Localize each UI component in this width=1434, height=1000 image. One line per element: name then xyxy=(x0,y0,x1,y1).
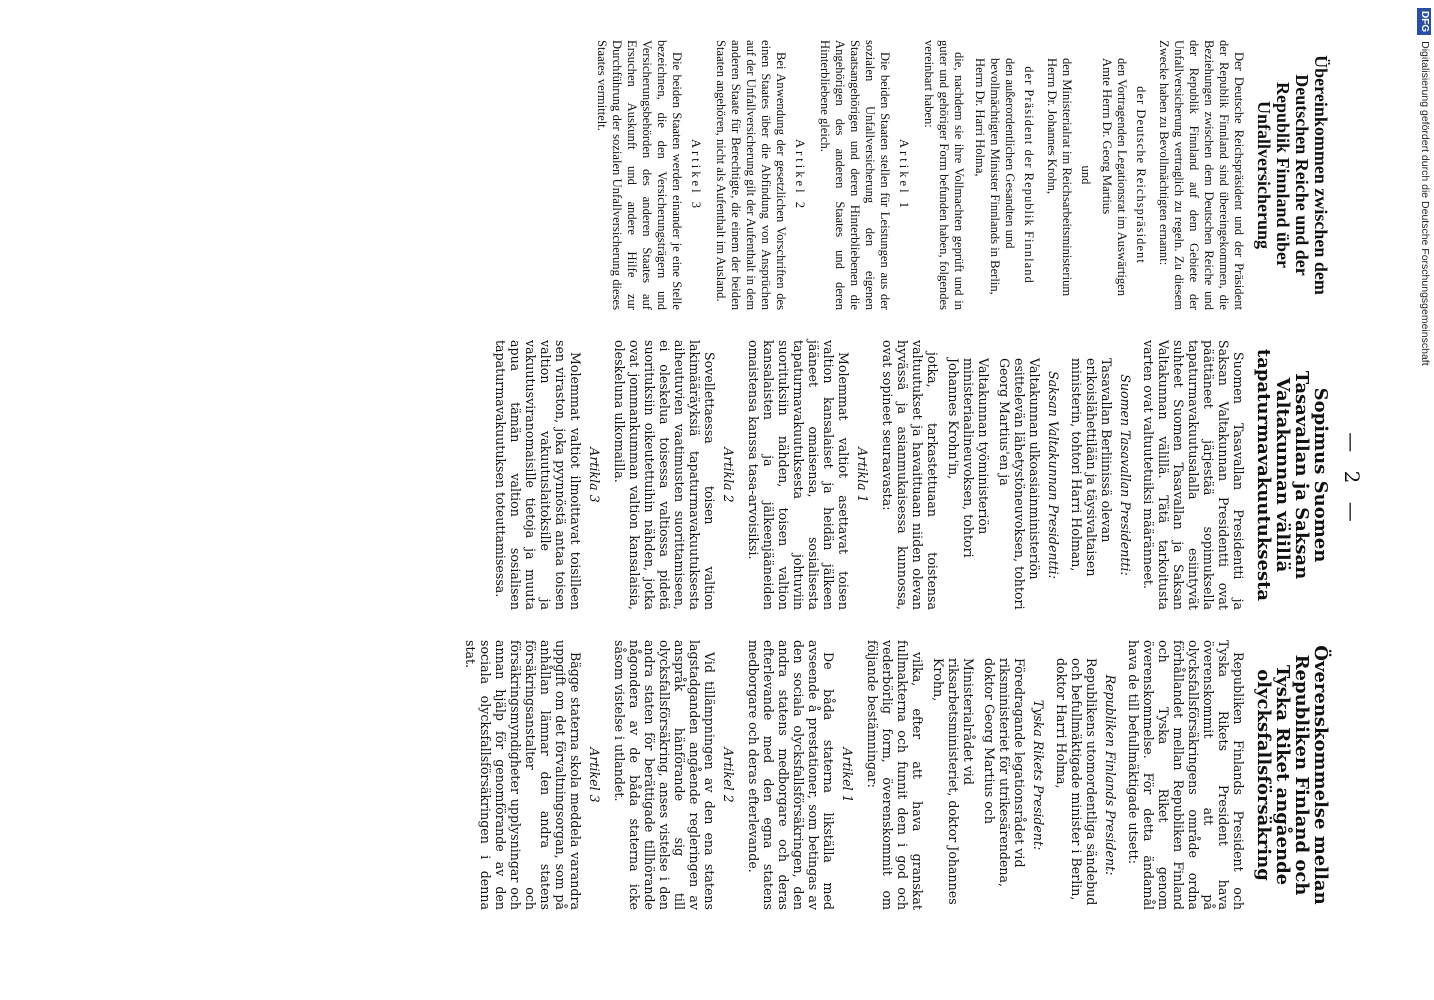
german-delegate-1: den Vortragenden Legationsrat im Auswärtigen Amte Herrn Dr. Georg Martius xyxy=(1100,58,1129,297)
swedish-article-1-heading: Artikel 1 xyxy=(840,747,855,803)
german-delegate-3: den außerordentlichen Gesandten und bevollmächtigten Minister Finnlands in Berlin, Herrn Dr. Harri Holma, xyxy=(973,58,1017,295)
finnish-article-1-text: Molemmat valtiot asettavat toisen valtion kansalaiset ja heidän jälkeen jääneet omaisensa, sosialisesta tapaturmavakuutuksesta johtuviin suorituksiin nähden, toisen valtion kansalaisten ja jälkeenjääneiden omaistensa kanssa tasa-arvoisiksi. xyxy=(746,340,851,610)
german-article-1-heading: Artikel 1 xyxy=(897,138,911,212)
rotated-treaty-page xyxy=(100,40,1370,920)
finnish-article-2-text: Sovellettaessa toisen valtion lakimääräyksiä tapaturmavakuutuksesta aiheutuvien vaatimusten suorittamiseen, ei oleskelua toisessa valtiossa pidetä suorituksiin oikeutettuihin nähden, jotka ovat jommankumman valtion kansalaisia, oleskeluna ulkomailla. xyxy=(612,340,717,610)
credit-text: Digitalisierung gefördert durch die Deutsche Forschungsgemeinschaft xyxy=(1419,41,1431,366)
swedish-delegate-3: Ministerialrådet vid riksarbetsministeriet, doktor Johannes Krohn, xyxy=(931,658,976,905)
swedish-preamble: Republiken Finlands President och Tyska Rikets President hava överenskommit att på olycksfallsförsäkringens område ordna förhållandet mellan Republiken Finland och Tyska Riket genom överenskommelse. För detta ändamål hava de till befullmäktigade utsett: xyxy=(1126,640,1246,910)
finnish-rep-2: Saksan Valtakunnan Presidentti: xyxy=(1046,371,1061,579)
finnish-delegate-1: Tasavallan Berliinissä olevan erikoislähettilään ja täysivaltaisen ministerin, tohtori Harri Holman, xyxy=(1069,358,1114,577)
swedish-title: Överenskommelse mellan Republiken Finland och Tyska Riket angående olycksfallsförsäkring xyxy=(1253,645,1331,905)
german-article-3-text: Die beiden Staaten werden einander je eine Stelle bezeichnen, die den Versicherungsträgern und Versicherungsbehörden des anderen Staates auf Ersuchen Auskunft und andere Hilfe zur Durchführung der sozialen Unfallversicherung dieses Staates vermittelt. xyxy=(595,40,684,310)
german-article-2-text: Bei Anwendung der gesetzlichen Vorschriften des einen Staates über die Abfindung von Ansprüchen auf der Unfallversicherung gilt der Aufenthalt in dem anderen Staate für Berechtigte, die einem der beiden Staaten angehören, nicht als Aufenthalt im Ausland. xyxy=(714,40,788,310)
finnish-preamble: Suomen Tasavallan Presidentti ja Saksan Valtakunnan Presidentti ovat päättäneet järjestää sopimuksella tapaturmavakuutusalalla esiintyvät suhteet Suomen Tasavallan ja Saksan Valtakunnan välillä. Tätä tarkoitusta varten ovat valtuutetuiksi määränneet. xyxy=(1141,340,1246,610)
german-delegate-2: den Ministerialrat im Reichsarbeitsministerium Herrn Dr. Johannes Krohn, xyxy=(1045,58,1074,297)
finnish-delegate-3: Valtakunnan työministeriön ministeriaalineuvoksen, tohtori Johannes Krohn'in, xyxy=(946,358,991,558)
german-title: Übereinkommen zwischen dem Deutschen Reiche und der Republik Finnland über Unfallversicherung xyxy=(1254,55,1331,295)
swedish-closing: vilka, efter att hava granskat fullmakterna och funnit dem i god och vederbörlig form, överenskommit om följande bestämningar: xyxy=(865,640,925,910)
german-article-3-heading: Artikel 3 xyxy=(689,138,703,212)
german-closing: die, nachdem sie ihre Vollmachten geprüft und in guter und gehöriger Form befunden haben, folgendes vereinbart haben: xyxy=(922,40,966,310)
finnish-closing: jotka, tarkastettuaan toistensa valtuutukset ja havaittuaan niiden olevan hyvässä ja asianmukaisessa kunnossa, ovat sopineet seuraavasta: xyxy=(880,340,940,610)
german-rep-2: der Präsident der Republik Finnland xyxy=(1022,66,1036,284)
finnish-article-3-text: Molemmat valtiot ilmoittavat toisilleen sen viraston, joka pyynnöstä antaa toisen valtion vakuutuslaitoksille ja vakuutusviranomaisille tietoja ja muuta apua tämän valtion sosialisen tapaturmavakuutuksen toteuttamisessa. xyxy=(493,340,583,610)
finnish-article-3-heading: Artikla 3 xyxy=(587,447,602,503)
finnish-article-1-heading: Artikla 1 xyxy=(855,447,870,503)
swedish-article-1-text: De båda staterna likställa med avseende å prestationer, som betingas av den sociala olycksfallsförsäkringen, den andra statens medborgare och deras efterlevande med den egna statens medborgare och deras efterlevande. xyxy=(746,640,836,910)
swedish-column xyxy=(458,640,1330,910)
swedish-article-3-text: Bägge staterna skola meddela varandra uppgift om det förvaltningsorgan, som på anhållan lämnar den andra statens försäkringsanstalter och försäkringsmyndigheter upplysningar och annan hjälp för genomförande av den sociala olycksfallsförsäkringen i denna stat. xyxy=(463,640,583,910)
digitization-credit xyxy=(1418,8,1432,998)
finnish-rep-1: Suomen Tasavallan Presidentti: xyxy=(1118,374,1133,576)
finnish-column xyxy=(488,340,1330,610)
finnish-article-2-heading: Artikla 2 xyxy=(721,447,736,503)
swedish-article-3-heading: Artikel 3 xyxy=(587,747,602,803)
german-article-1-text: Die beiden Staaten stellen für Leistungen aus der sozialen Unfallversicherung den eigenen Staatsangehörigen und deren Hinterbliebenen die Angehörigen des anderen Staates und deren Hinterbliebene gleich. xyxy=(818,40,892,310)
page-number: — 2 — xyxy=(1340,432,1364,528)
swedish-delegate-1: Republikens utomordentliga sändebud och befullmäktigade minister i Berlin, doktor Harri Holma, xyxy=(1054,658,1099,906)
german-column xyxy=(589,40,1330,310)
swedish-article-2-heading: Artikel 2 xyxy=(721,747,736,803)
swedish-article-2-text: Vid tillämpningen av den ena statens lagstadganden angående regleringen av anspråk hänförande sig till olycksfallsförsäkring, anses vistelse i den andra staten för berättigade tillhörande någondera av de båda staterna icke såsom vistelse i utlandet. xyxy=(612,640,717,910)
dfg-logo: DFG xyxy=(1417,8,1431,35)
swedish-rep-2: Tyska Rikets President: xyxy=(1031,699,1046,851)
german-rep-1: der Deutsche Reichspräsident xyxy=(1134,86,1148,264)
german-and: und xyxy=(1079,165,1093,185)
swedish-rep-1: Republiken Finlands President: xyxy=(1103,674,1118,876)
german-article-2-heading: Artikel 2 xyxy=(793,138,807,212)
finnish-title: Sopimus Suomen Tasavallan ja Saksan Valtakunnan välillä tapaturmavakuutuksesta xyxy=(1253,348,1331,602)
swedish-delegate-2: Föredragande legationsrådet vid riksministeriet för utrikesärendena, doktor Georg Martius och xyxy=(982,658,1027,888)
german-preamble: Der Deutsche Reichspräsident und der Präsident der Republik Finnland sind übereingekommen, die Beziehungen zwischen dem Deutschen Reiche und der Republik Finnland auf dem Gebiete der Unfallversicherung vertraglich zu regeln. Zu diesem Zwecke haben zu Bevollmächtigten ernannt: xyxy=(1157,40,1246,310)
finnish-delegate-2: Valtakunnan ulkoasiainministeriön esittelevän lähetystöneuvoksen, tohtori Georg Martius'en ja xyxy=(997,358,1042,610)
